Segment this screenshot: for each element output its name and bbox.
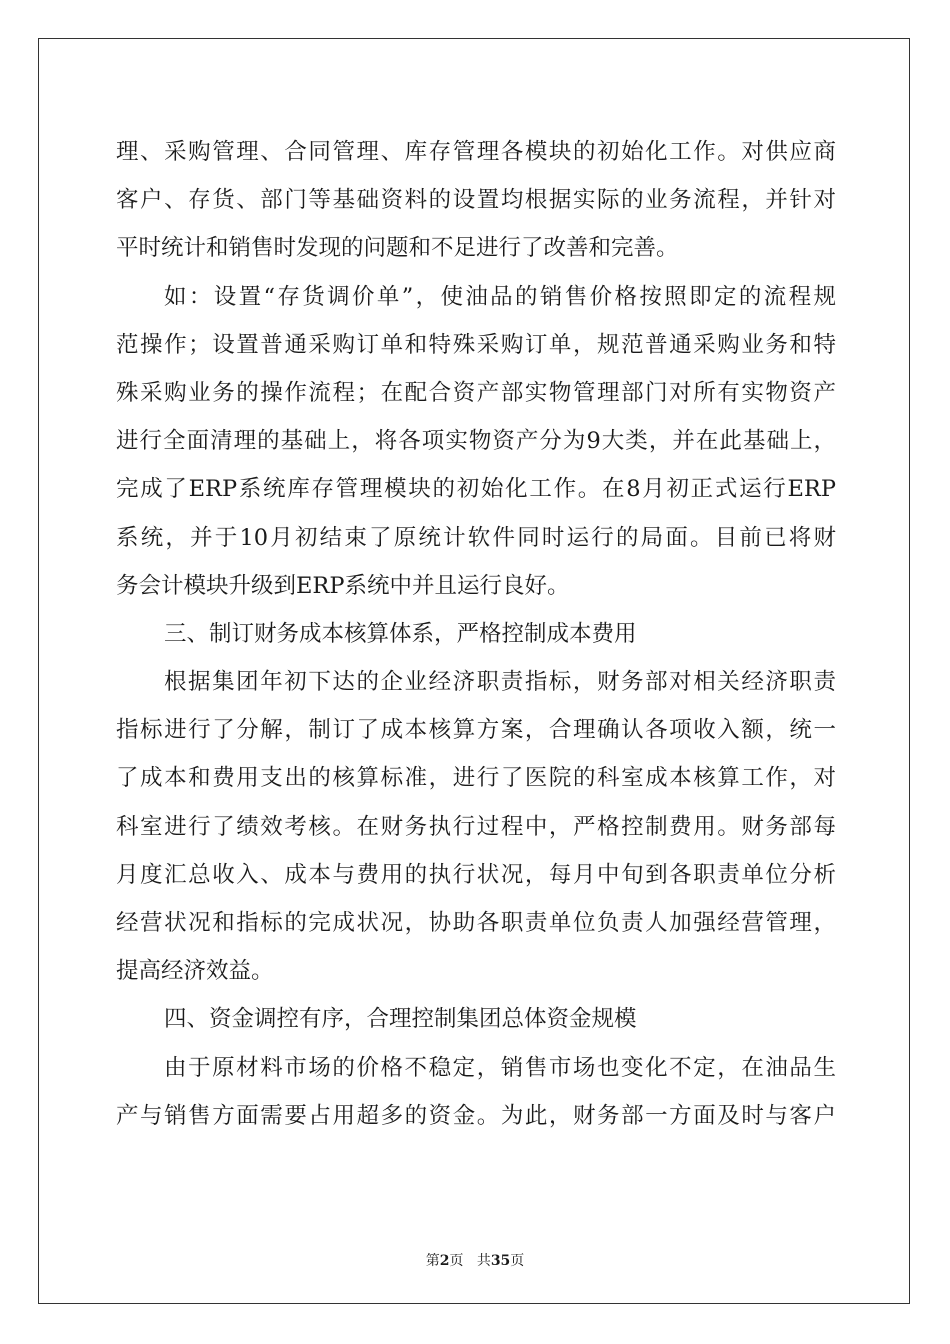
paragraph-start-line: 由于原材料市场的价格不稳定，销售市场也变化不定，在油品生 [164,1054,836,1081]
footer-total-suffix: 页 [510,1253,525,1269]
text-line: 了成本和费用支出的核算标准，进行了医院的科室成本核算工作，对 [116,765,836,792]
text-line: 务会计模块升级到ERP系统中并且运行良好。 [116,572,570,599]
footer-total-prefix: 共 [476,1253,491,1269]
text-line: 进行全面清理的基础上，将各项实物资产分为9大类，并在此基础上， [116,428,836,455]
text-line: 完成了ERP系统库存管理模块的初始化工作。在8月初正式运行ERP [116,476,836,503]
text-line: 平时统计和销售时发现的问题和不足进行了改善和完善。 [116,235,679,262]
footer-page-number: 2 [439,1253,450,1269]
text-line: 指标进行了分解，制订了成本核算方案，合理确认各项收入额，统一 [116,717,836,744]
footer-total-number: 35 [490,1253,511,1269]
footer-page-suffix: 页 [449,1253,464,1269]
paragraph-start-line: 根据集团年初下达的企业经济职责指标，财务部对相关经济职责 [164,669,836,696]
paragraph-start-line: 如：设置“存货调价单”，使油品的销售价格按照即定的流程规 [164,283,836,310]
text-line: 客户、存货、部门等基础资料的设置均根据实际的业务流程，并针对 [116,187,836,214]
document-body [116,128,836,1140]
text-line: 范操作；设置普通采购订单和特殊采购订单，规范普通采购业务和特 [116,331,836,358]
text-line: 产与销售方面需要占用超多的资金。为此，财务部一方面及时与客户 [116,1102,836,1129]
text-line: 月度汇总收入、成本与费用的执行状况，每月中旬到各职责单位分析 [116,861,836,888]
section-heading-3: 三、制订财务成本核算体系，严格控制成本费用 [164,620,637,647]
text-line: 理、采购管理、合同管理、库存管理各模块的初始化工作。对供应商 [116,139,836,165]
text-line: 殊采购业务的操作流程；在配合资产部实物管理部门对所有实物资产 [116,379,836,406]
page-footer [0,1250,950,1270]
text-line: 系统，并于10月初结束了原统计软件同时运行的局面。目前已将财 [116,524,836,551]
text-line: 科室进行了绩效考核。在财务执行过程中，严格控制费用。财务部每 [116,813,836,840]
footer-page-prefix: 第 [425,1253,440,1269]
text-line: 提高经济效益。 [116,958,274,985]
section-heading-4: 四、资金调控有序，合理控制集团总体资金规模 [164,1006,637,1033]
text-line: 经营状况和指标的完成状况，协助各职责单位负责人加强经营管理， [116,910,836,936]
